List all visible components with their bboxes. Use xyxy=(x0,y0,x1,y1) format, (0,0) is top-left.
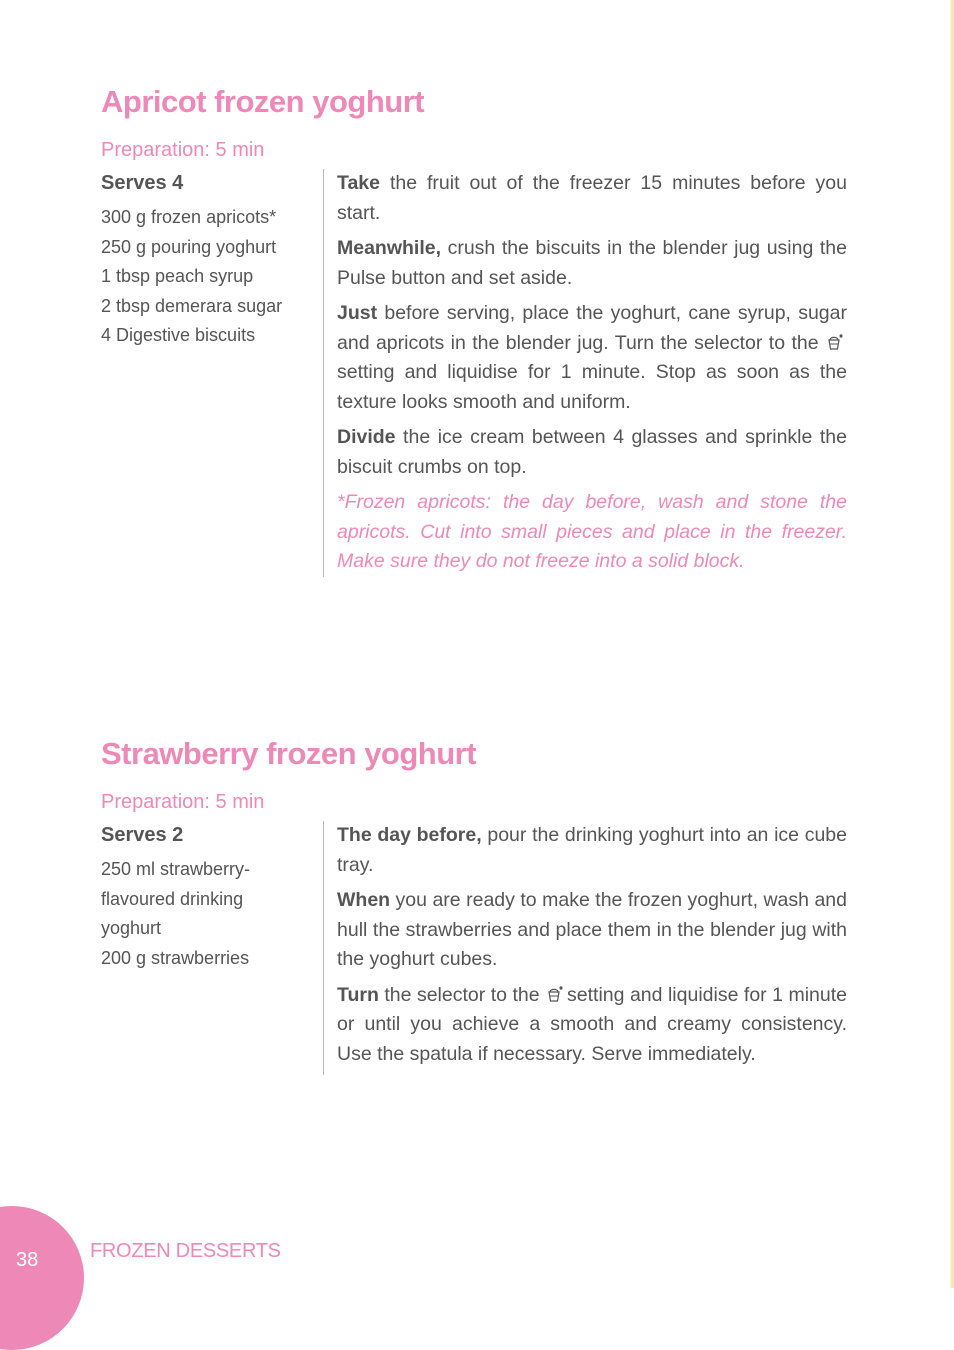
page-edge-strip xyxy=(950,0,954,1288)
section-name: FROZEN DESSERTS xyxy=(90,1240,281,1262)
frozen-dessert-setting-icon xyxy=(827,333,845,351)
frozen-dessert-setting-icon xyxy=(547,985,565,1003)
ingredient-list xyxy=(101,203,311,351)
ingredients-column xyxy=(101,169,311,351)
step-text: setting and liquidise for 1 minute. Stop as soon as the texture looks smooth and uniform. xyxy=(337,361,847,413)
method-step xyxy=(337,821,847,880)
step-lead: Turn xyxy=(337,983,379,1006)
step-text: the fruit out of the freezer 15 minutes before you start. xyxy=(337,172,847,224)
page-number: 38 xyxy=(16,1249,39,1271)
recipe-title: Apricot frozen yoghurt xyxy=(101,84,425,119)
method-step xyxy=(337,169,847,228)
step-lead: The day before, xyxy=(337,824,482,846)
serves-count: Serves 4 xyxy=(101,172,184,194)
preparation-time: Preparation: 5 min xyxy=(101,791,265,813)
serves-count: Serves 2 xyxy=(101,824,184,846)
step-lead: Take xyxy=(337,172,380,194)
ingredient-item: 1 tbsp peach syrup xyxy=(101,266,254,286)
ingredients-column xyxy=(101,821,311,973)
recipe-strawberry xyxy=(101,735,847,1065)
step-lead: When xyxy=(337,889,391,911)
step-lead: Meanwhile, xyxy=(337,237,442,259)
ingredient-item: yoghurt xyxy=(101,918,162,938)
ingredient-item: 2 tbsp demerara sugar xyxy=(101,295,283,316)
page-number-badge xyxy=(0,1206,84,1350)
ingredient-item: 250 g pouring yoghurt xyxy=(101,236,277,257)
step-lead: Divide xyxy=(337,426,396,448)
step-text: crush the biscuits in the blender jug using the Pulse button and set aside. xyxy=(337,237,847,289)
method-step xyxy=(337,423,847,482)
step-text: you are ready to make the frozen yoghurt, wash and hull the strawberries and place them in the blender jug with the yoghurt cubes. xyxy=(337,889,847,970)
recipe-title: Strawberry frozen yoghurt xyxy=(101,736,477,771)
method-step xyxy=(337,299,847,417)
ingredient-item: 200 g strawberries xyxy=(101,947,250,968)
ingredient-item: 300 g frozen apricots* xyxy=(101,207,277,227)
ingredient-item: 250 ml strawberry- xyxy=(101,859,251,879)
recipe-note: *Frozen apricots: the day before, wash and stone the apricots. Cut into small pieces and place in the freezer. Make sure they do not freeze into a solid block. xyxy=(337,491,847,572)
method-step xyxy=(337,981,847,1070)
method-column xyxy=(323,169,847,577)
step-text: before serving, place the yoghurt, cane syrup, sugar and apricots in the blender jug. Turn the selector to the xyxy=(337,302,847,354)
step-lead: Just xyxy=(337,302,378,324)
method-column xyxy=(323,821,847,1075)
ingredient-item: flavoured drinking xyxy=(101,888,244,909)
recipe-apricot xyxy=(101,83,847,572)
step-text: the selector to the xyxy=(378,983,546,1006)
step-text: pour the drinking yoghurt into an ice cube tray. xyxy=(337,824,847,876)
ingredient-item: 4 Digestive biscuits xyxy=(101,325,256,345)
step-text: the ice cream between 4 glasses and sprinkle the biscuit crumbs on top. xyxy=(337,426,847,478)
step-text: setting and liquidise for 1 minute or until you achieve a smooth and creamy consistency. Use the spatula if necessary. Serve immediately. xyxy=(337,983,847,1065)
preparation-time: Preparation: 5 min xyxy=(101,139,265,161)
ingredient-list xyxy=(101,855,311,973)
method-step xyxy=(337,886,847,975)
method-step xyxy=(337,234,847,293)
